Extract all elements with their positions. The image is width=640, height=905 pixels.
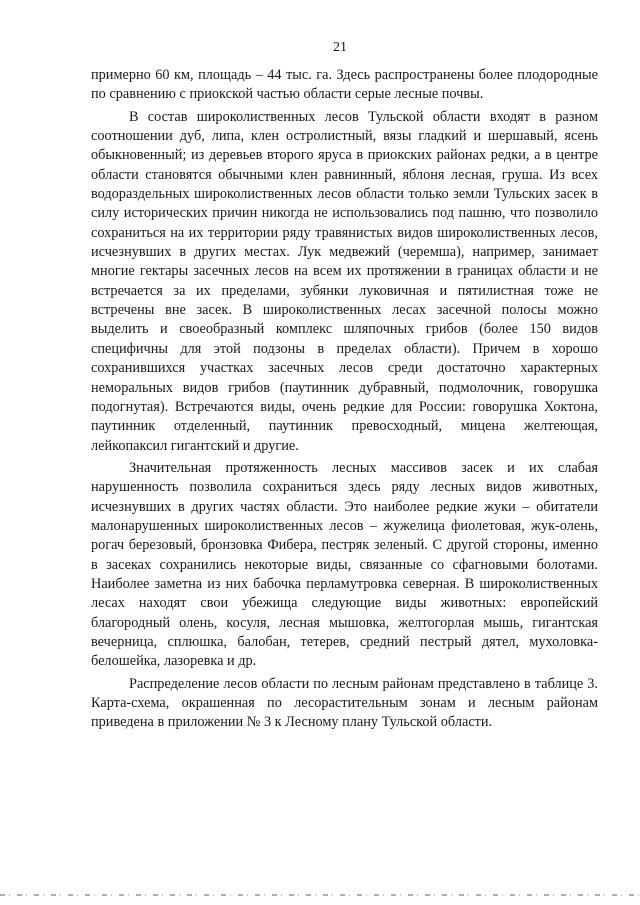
page-number: 21 bbox=[333, 40, 347, 55]
paragraph-distribution: Распределение лесов области по лесным районам представлено в таблице 3. Карта-схема, окрашенная по лесорастительным зонам и лесным районам приведена в приложении № 3 к Лесному плану Тульской области. bbox=[91, 675, 598, 731]
paragraph-continuation: примерно 60 км, площадь – 44 тыс. га. Здесь распространены более плодородные по сравнению с приокской частью области серые лесные почвы. bbox=[91, 67, 598, 103]
document-body bbox=[91, 66, 598, 733]
paragraph-animals: Значительная протяженность лесных массивов засек и их слабая нарушенность позволила сохраниться здесь ряду лесных видов животных, исчезнувших в других частях области. Это наиболее редкие жуки – обитатели малонарушенных широколиственных лесов – жужелица фиолетовая, жук-олень, рогач березовый, бронзовка Фибера, пестряк зеленый. С другой стороны, именно в засеках сохранились некоторые виды, связанные со сфагновыми болотами. Наиболее заметна из них бабочка перламутровка северная. В широколиственных лесах находят свои убежища следующие виды животных: европейский благородный олень, косуля, лесная мышовка, желтогорлая мышь, гигантская вечерница, сплюшка, балобан, тетерев, средний пестрый дятел, мухоловка-белошейка, лазоревка и др. bbox=[91, 459, 598, 670]
scan-edge-artifact bbox=[0, 894, 640, 896]
paragraph-broadleaf-forests: В состав широколиственных лесов Тульской области входят в разном соотношении дуб, липа, клен остролистный, вязы гладкий и шершавый, ясень обыкновенный; из деревьев второго яруса в приокских районах редки, а в центре области становятся обычными клен равнинный, яблоня лесная, груша. Из всех водораздельных широколиственных лесов области только земли Тульских засек в силу исторических причин никогда не использовались под пашню, что позволило сохраниться на их территории ряду травянистых видов широколиственных лесов, исчезнувших в других местах. Лук медвежий (черемша), например, занимает многие гектары засечных лесов на всем их протяжении в границах области и не встречается за их пределами, зубянки луковичная и пятилистная тоже не встречены вне засек. В широколиственных лесах засечной полосы можно выделить и своеобразный комплекс шляпочных грибов (более 150 видов специфичны для этой подзоны в пределах области). Причем в хорошо сохранившихся участках засечных лесов среди достаточно характерных неморальных видов грибов (паутинник дубравный, подмолочник, говорушка подогнутая). Встречаются виды, очень редкие для России: говорушка Хоктона, паутинник отделенный, паутинник превосходный, мицена желтеющая, лейкопаксил гигантский и другие. bbox=[91, 108, 598, 454]
